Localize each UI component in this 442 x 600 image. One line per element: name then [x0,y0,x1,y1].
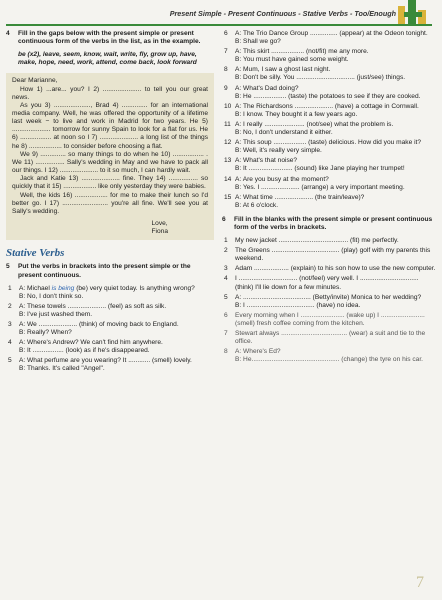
page-header [0,0,442,26]
exercise-4-instruction: 4 Fill in the gaps below with the present simple or present continuous form of the verbs in the list, as in the example. [6,30,201,46]
letter-paragraph: Jack and Katie 13) ..................... fine. They 14) ................ so quickly that it 15) .................. like only yesterday they were babies. [12,175,208,191]
example-answer: is being [51,284,75,292]
left-column [6,30,214,374]
list-item: 4 A: Where's Andrew? We can't find him anywhere. B: It ................. (look) as if he's disappeared. [8,339,163,355]
list-item: 14 A: Are you busy at the moment? B: Yes. I ..................... (arrange) a very important meeting. [224,175,405,191]
list-item: 3 A: We ..................... (think) of moving back to England. B: Really? When? [8,321,179,337]
list-item: 11 A: I really ...................... (not/see) what the problem is. B: No, I don't understand it either. [224,120,394,137]
list-item: 13 A: What's that noise? B: It ........................ (sound) like Jane playing her trumpet! [224,157,405,173]
letter-paragraph: How 1) ...are... you? I 2) ..................... to tell you our great news. [12,85,208,101]
list-item: 5 A: What perfume are you wearing? It ............ (smell) lovely. B: Thanks. It's called "Angel". [8,357,192,373]
right-column [222,30,436,364]
letter-paragraph: As you 3) ...................., Brad 4) .............. for an international media company. Well, he was offered the opportunity of a lifetime last week − to live and work in Madrid for two years. He 5) ..................... tomorrow for sunny Spain to look for a flat for us. He 6) ................. at noon so I 7) ..................... a long list of the things he 8) .................. to consider before choosing a flat. [12,101,208,150]
list-item: 12 A: This soup .................. (taste) delicious. How did you make it? B: Well, it's really very simple. [224,139,422,155]
letter-signoff [12,220,208,236]
list-item: 8 A: Where's Ed? B: He................................................ (change) the tyre on his car. [224,348,423,364]
list-item: 9 A: What's Dad doing? B: He .................. (taste) the potatoes to see if they are cooked. [224,84,421,100]
list-item: 1 My new jacket ...................................... (fit) me perfectly. [224,237,399,245]
list-item: 1 A: Michael is being (be) very quiet today. Is anything wrong? B: No, I don't think so. [8,284,195,300]
exercise-5-instruction: 5 Put the verbs in brackets into the present simple or the present continuous. [6,263,191,279]
letter-paragraph: We 9) .............. so many things to do when he 10) ................. . We 11) ................ Sally's wedding in May and we have to pack all our things. I 12) ..................... to it so much, I can hardly wait. [12,150,208,175]
list-item: 15 A: What time ..................... (the train/leave)? B: At 6 o'clock. [224,193,365,209]
list-item: 7 A: This skirt .................. (not/fit) me any more. B: You must have gained some weight. [224,48,369,64]
list-item: 5 A: ..................................... (Betty/invite) Monica to her wedding? B: I ..................................... (have) no idea. [224,293,422,309]
list-item: 6 A: The Trio Dance Group ............... (appear) at the Odeon tonight. B: Shall we go? [224,30,428,46]
exercise-number: 5 [6,263,10,271]
header-title: Present Simple - Present Continuous - Stative Verbs - Too/Enough [169,9,396,18]
page-number: 7 [416,574,424,591]
list-item: 4 I ................................ (not/feel) very well. I ................................ (think) I'll lie down for a few minutes. [224,275,419,291]
letter-salutation: Dear Marianne, [12,77,58,85]
list-item: 3 Adam ................... (explain) to his son how to use the new computer. [224,265,436,273]
word-list: be (x2), leave, seem, know, wait, write, fly, grow up, have, make, hope, need, work, attend, come back, look forward [18,51,197,67]
letter-paragraph: Well, the kids 16) .................. for me to make their lunch so I'd better go. I 17) ......................... you're all fine. We'll see you at Sally's wedding. [12,191,208,215]
signoff-name: Fiona [151,228,168,236]
exercise-6-instruction: 6 Fill in the blanks with the present simple or present continuous form of the verbs in brackets. [222,215,433,231]
exercise-number: 6 [222,215,226,223]
list-item: 8 A: Mum, I saw a ghost last night. B: Don't be silly. You ................................ (just/see) things. [224,66,406,82]
exercise-number: 4 [6,30,10,37]
logo-icon [392,0,432,26]
list-item: 2 A: These towels ..................... (feel) as soft as silk. B: I've just washed them. [8,302,167,318]
header-rule [6,24,432,26]
section-title: Stative Verbs [6,247,65,260]
signoff-love: Love, [151,220,168,228]
list-item: 7 Stewart always .................................... (wear) a suit and tie to the office. [224,330,426,346]
list-item: 6 Every morning when I ........................ (wake up) I ........................ (smell) fresh coffee coming from the kitchen. [224,311,425,327]
list-item: 10 A: The Richardsons ..................... (have) a cottage in Cornwall. B: I know. They bought it a few years ago. [224,102,419,118]
list-item: 2 The Greens ..................................... (play) golf with my parents this weekend. [224,247,431,263]
letter-box [6,73,214,240]
